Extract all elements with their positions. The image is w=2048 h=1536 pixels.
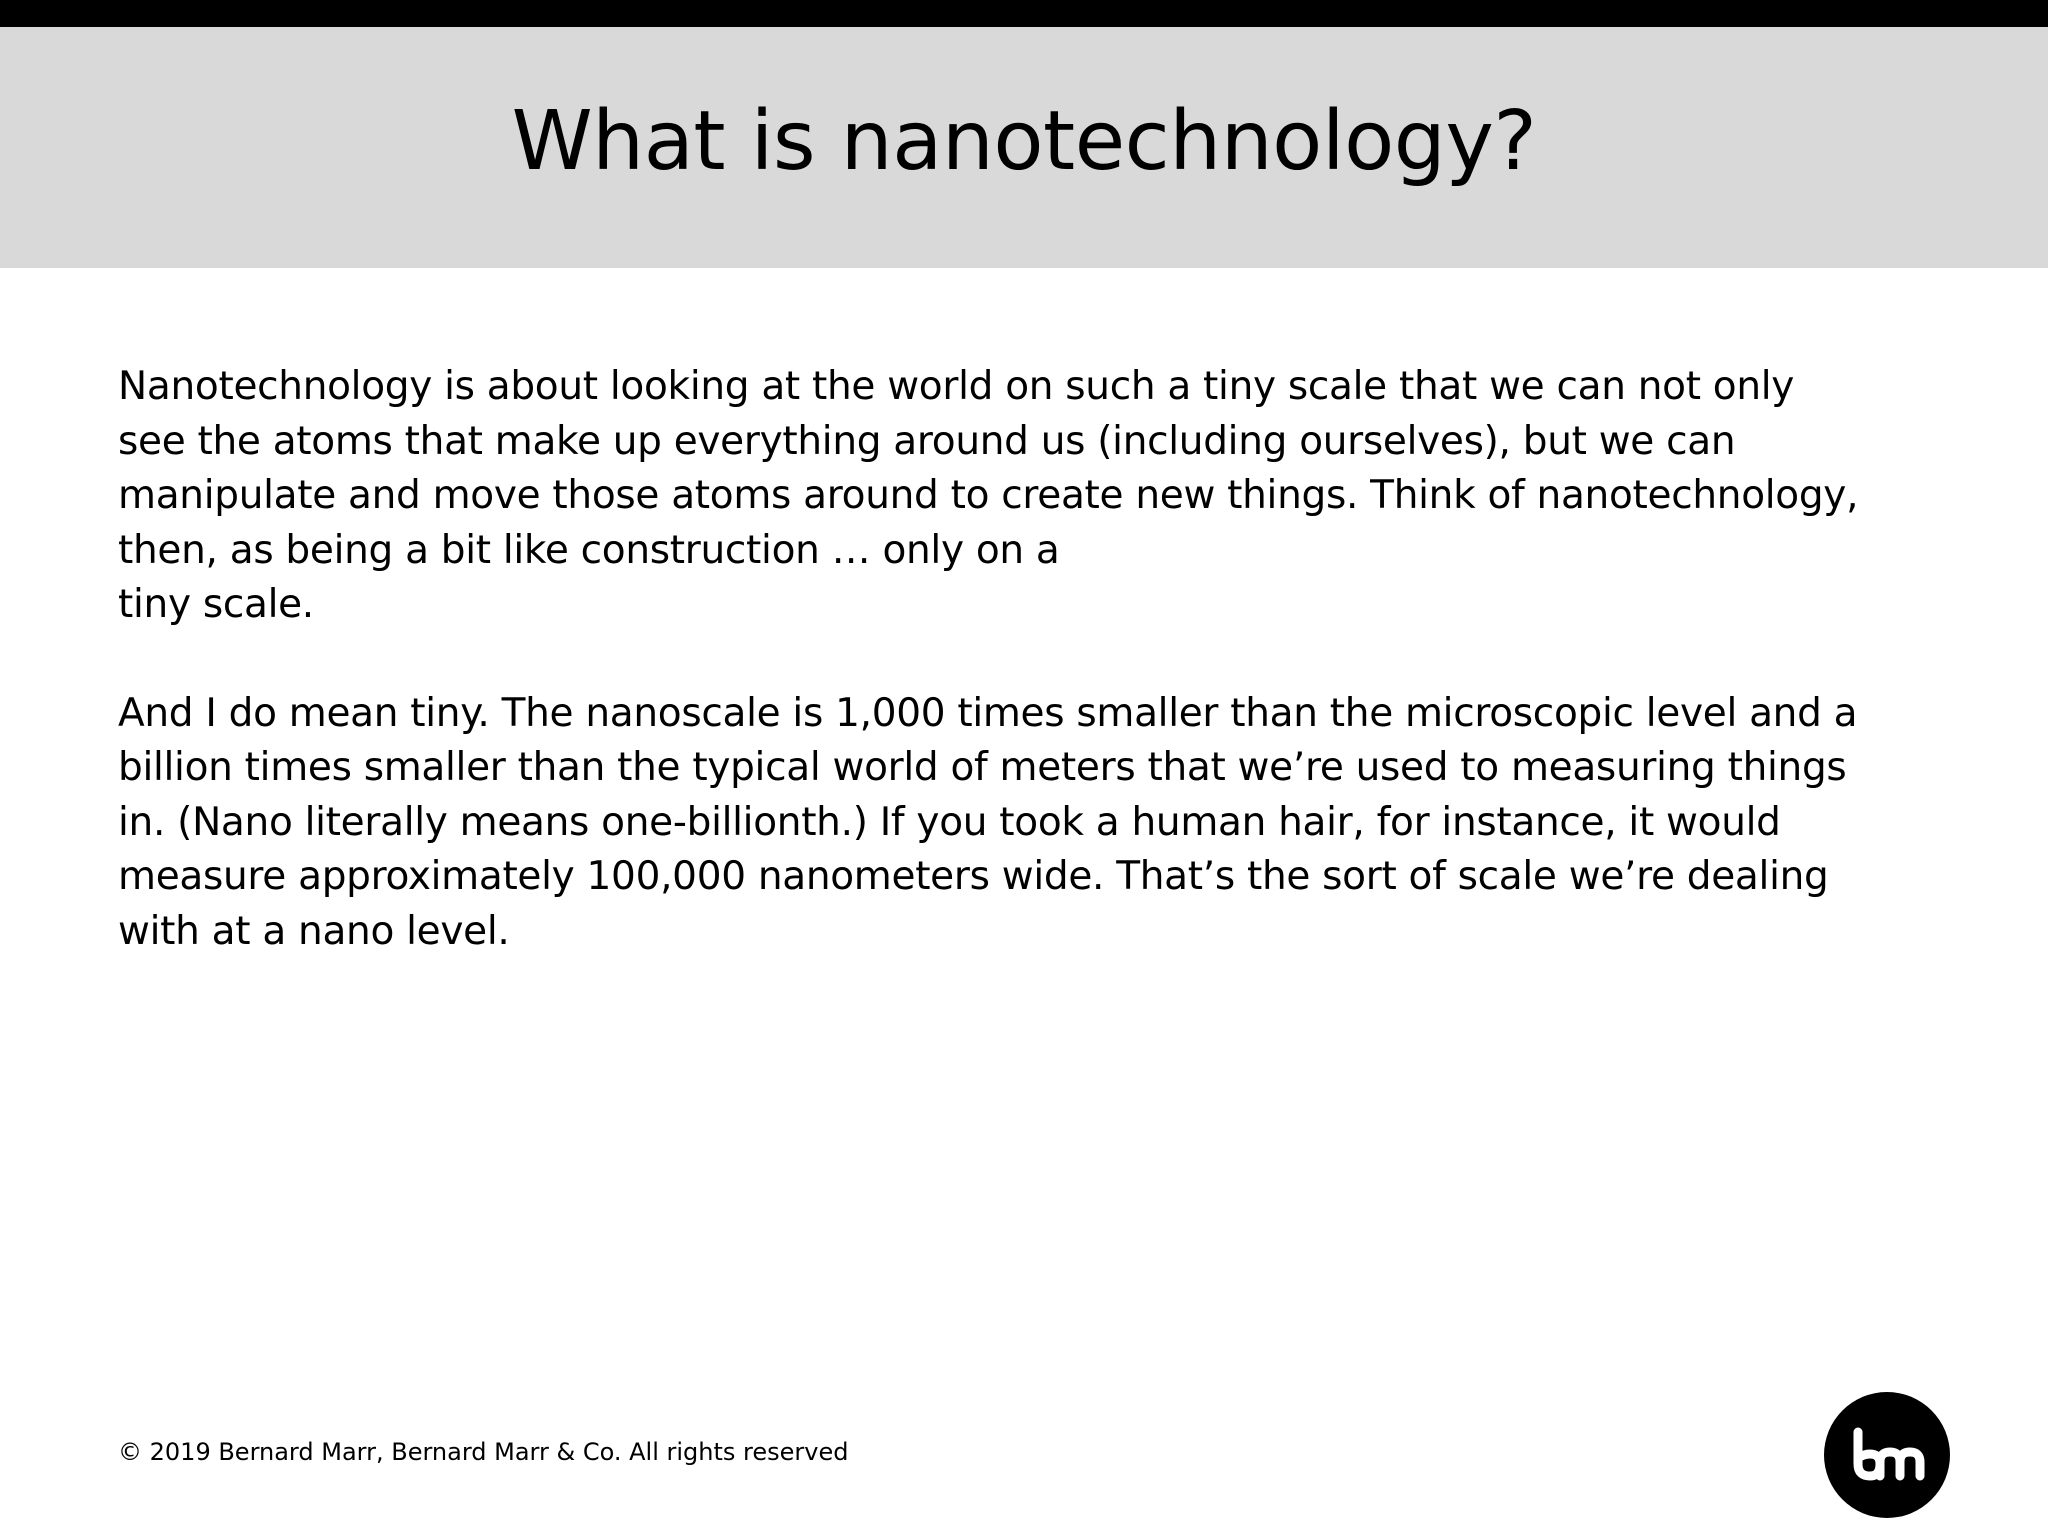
bm-logo-mark-icon <box>1824 1392 1950 1518</box>
title-band <box>0 27 2048 268</box>
paragraph-1 <box>118 360 1958 633</box>
paragraph-line: with at a nano level. <box>118 908 510 954</box>
paragraph-line: manipulate and move those atoms around to create new things. Think of nanotechnology, <box>118 473 1859 518</box>
paragraph-2 <box>118 687 1958 960</box>
paragraph-line: tiny scale. <box>118 582 314 627</box>
paragraph-line: see the atoms that make up everything around us (including ourselves), but we can <box>118 418 1736 464</box>
paragraph-line: in. (Nano literally means one-billionth.) If you took a human hair, for instance, it would <box>118 799 1781 845</box>
slide-body <box>118 360 1958 959</box>
bm-logo <box>1824 1392 1950 1518</box>
top-bar <box>0 0 2048 27</box>
paragraph-line: And I do mean tiny. The nanoscale is 1,000 times smaller than the microscopic level and a <box>118 690 1858 736</box>
paragraph-line: then, as being a bit like construction … only on a <box>118 527 1060 573</box>
copyright-footer: © 2019 Bernard Marr, Bernard Marr & Co. All rights reserved <box>118 1438 849 1466</box>
paragraph-line: Nanotechnology is about looking at the world on such a tiny scale that we can not only <box>118 364 1795 409</box>
paragraph-line: billion times smaller than the typical world of meters that we’re used to measuring things <box>118 745 1847 790</box>
slide-title: What is nanotechnology? <box>511 93 1537 189</box>
paragraph-line: measure approximately 100,000 nanometers wide. That’s the sort of scale we’re dealing <box>118 854 1829 899</box>
